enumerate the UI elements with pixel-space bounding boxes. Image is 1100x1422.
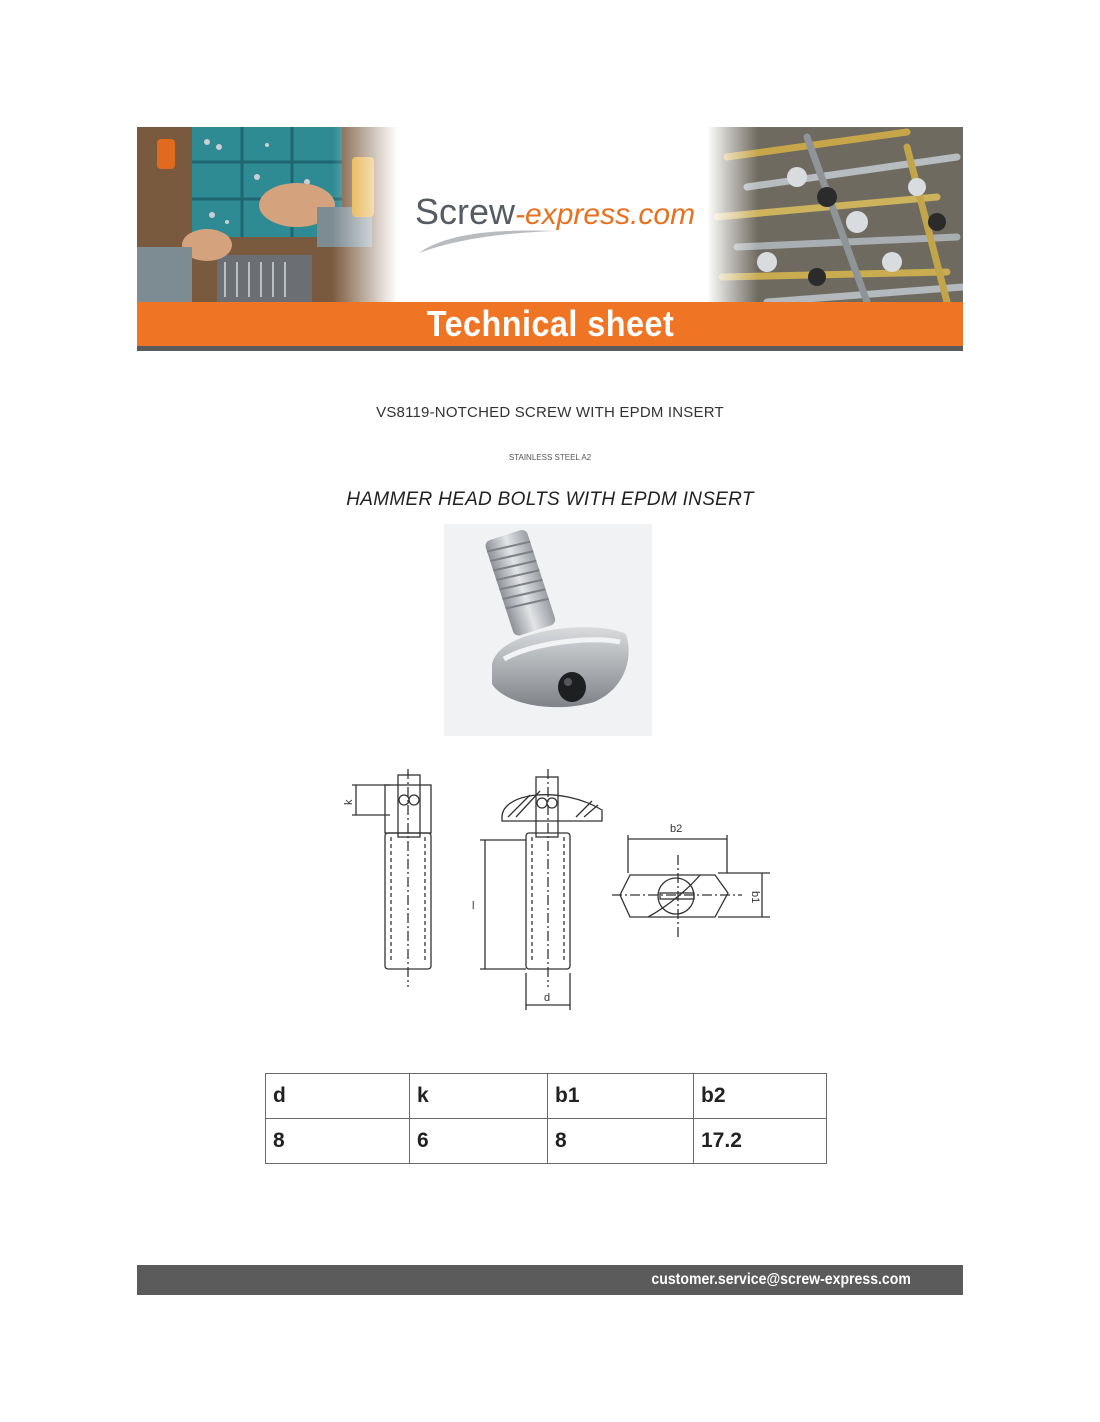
banner-title: Technical sheet bbox=[426, 303, 674, 344]
banner-photos bbox=[137, 127, 963, 302]
banner-divider bbox=[137, 346, 963, 351]
hammer-head-bolt-photo bbox=[444, 524, 652, 736]
table-header-cell: k bbox=[410, 1074, 548, 1119]
product-reference-title: VS8119-NOTCHED SCREW WITH EPDM INSERT bbox=[376, 404, 724, 421]
table-cell: 8 bbox=[266, 1119, 410, 1164]
table-header-cell: b2 bbox=[694, 1074, 827, 1119]
technical-sheet-bar bbox=[137, 302, 963, 346]
table-header-row bbox=[266, 1074, 827, 1119]
dimensions-table bbox=[265, 1073, 827, 1164]
workshop-photo bbox=[137, 127, 397, 302]
table-header-cell: b1 bbox=[548, 1074, 694, 1119]
dim-label-b2: b2 bbox=[670, 823, 683, 835]
top-view-head bbox=[620, 875, 728, 917]
dim-label-b1: b1 bbox=[749, 891, 761, 904]
product-material: STAINLESS STEEL A2 bbox=[508, 453, 592, 462]
dim-label-l: l bbox=[472, 900, 475, 912]
table-header-cell: d bbox=[266, 1074, 410, 1119]
brand-logo-part1: Screw bbox=[415, 191, 516, 232]
dim-label-d: d bbox=[544, 992, 551, 1004]
table-row bbox=[266, 1119, 827, 1164]
table-cell: 8 bbox=[548, 1119, 694, 1164]
brand-logo-part2: -express.com bbox=[515, 198, 696, 231]
customer-service-email-link[interactable]: customer.service@screw-express.com bbox=[651, 1271, 911, 1288]
side-view-insert bbox=[398, 775, 420, 837]
table-cell: 6 bbox=[410, 1119, 548, 1164]
logo-swoosh-icon bbox=[417, 225, 557, 255]
header-banner bbox=[137, 127, 963, 351]
screws-photo bbox=[707, 127, 963, 302]
footer-bar bbox=[137, 1265, 963, 1295]
product-name: HAMMER HEAD BOLTS WITH EPDM INSERT bbox=[346, 489, 754, 510]
dim-label-k: k bbox=[343, 799, 355, 805]
technical-drawing bbox=[330, 765, 780, 1020]
table-cell: 17.2 bbox=[694, 1119, 827, 1164]
